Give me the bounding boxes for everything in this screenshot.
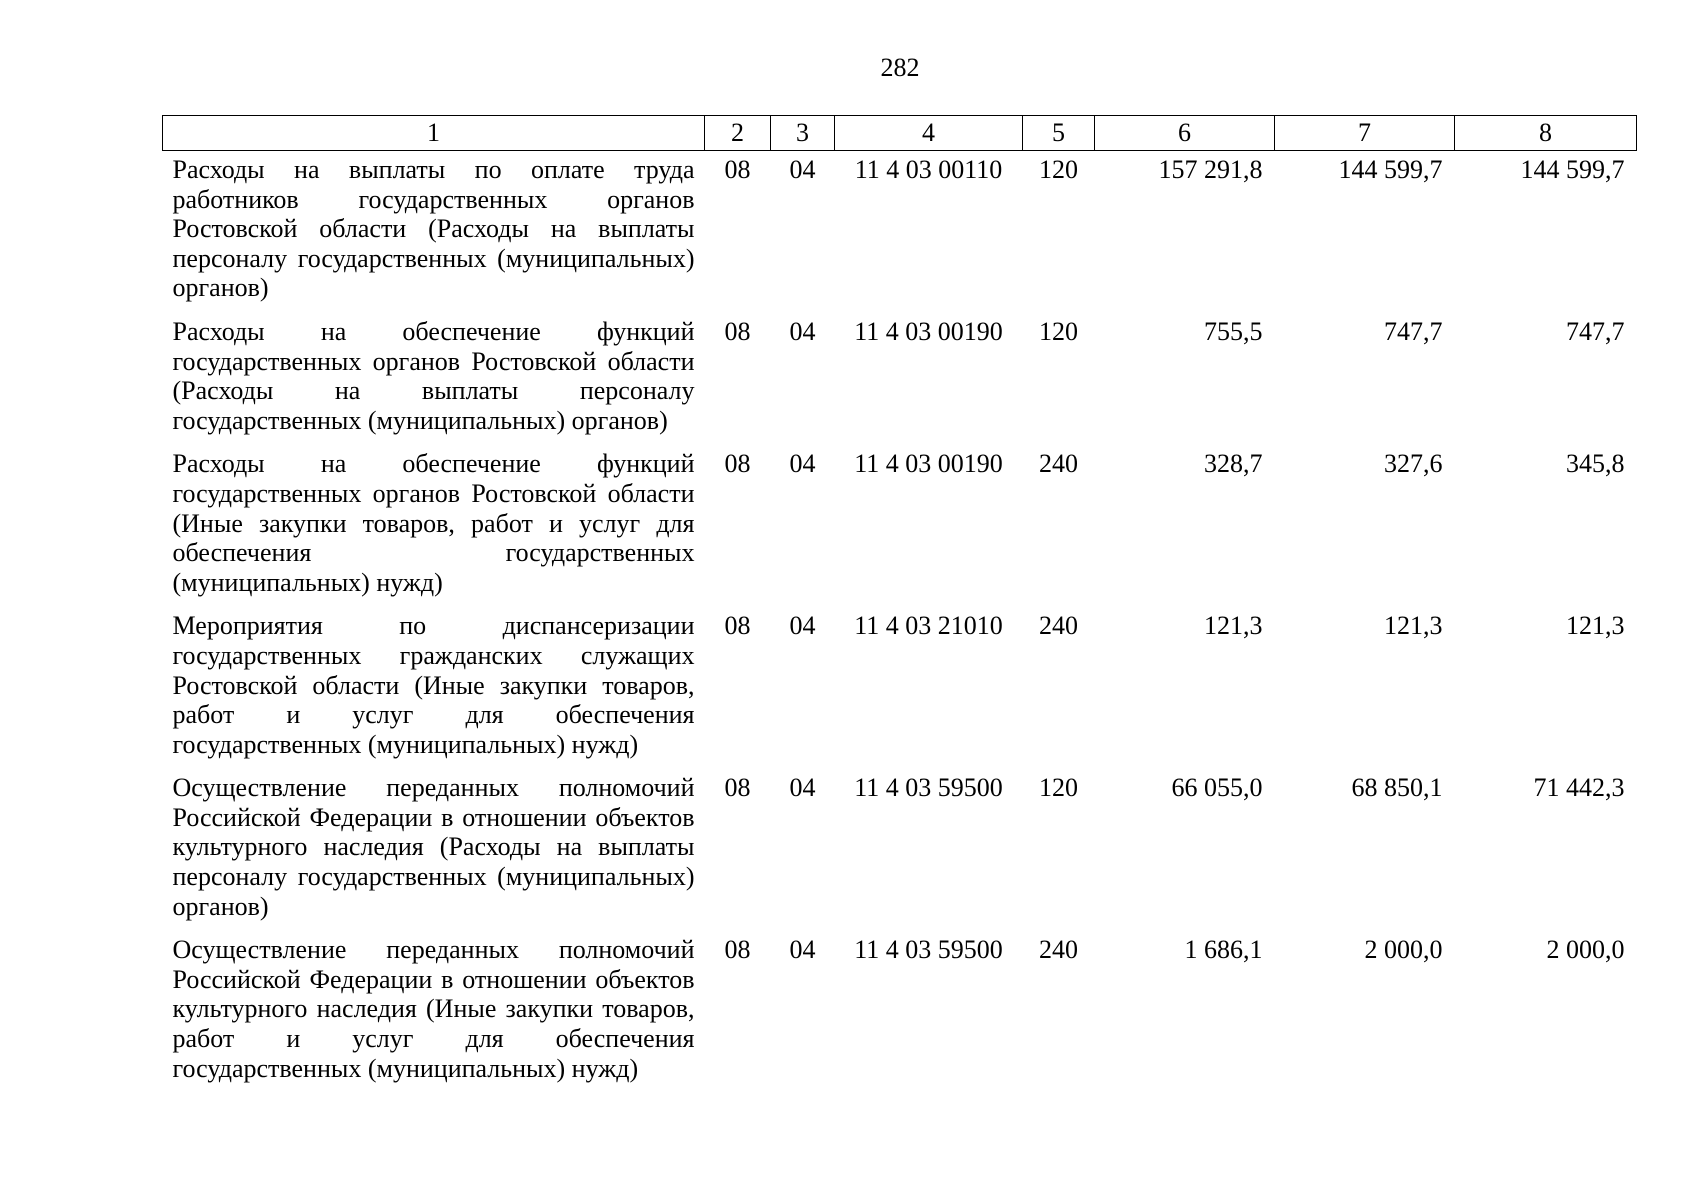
row-description: Осуществление переданных полномочий Российской Федерации в отношении объектов культурного наследия (Расходы на выплаты персоналу государственных (муниципальных) органов): [172, 773, 695, 921]
table-row: [163, 311, 1637, 443]
target-article-code: 11 4 03 21010: [854, 611, 1003, 641]
column-header: 6: [1095, 116, 1275, 151]
target-article-code: 11 4 03 00190: [854, 449, 1003, 479]
amount-col8: 121,3: [1566, 611, 1625, 641]
section-code: 08: [724, 316, 751, 346]
expense-type-code: 240: [1039, 611, 1078, 641]
expense-type-code: 240: [1039, 449, 1078, 479]
section-code: 08: [724, 155, 751, 184]
subsection-code: 04: [789, 155, 816, 184]
expense-type-code: 240: [1039, 935, 1078, 965]
subsection-code: 04: [789, 935, 816, 965]
amount-col6: 66 055,0: [1171, 773, 1263, 803]
row-description: Осуществление переданных полномочий Российской Федерации в отношении объектов культурного наследия (Иные закупки товаров, работ и услуг для обеспечения государственных (муниципальных) нужд): [172, 935, 695, 1083]
table-row: [163, 605, 1637, 767]
target-article-code: 11 4 03 00110: [854, 155, 1003, 184]
column-header: 5: [1023, 116, 1095, 151]
target-article-code: 11 4 03 00190: [854, 316, 1003, 346]
amount-col6: 1 686,1: [1184, 935, 1263, 965]
subsection-code: 04: [789, 611, 816, 641]
amount-col8: 345,8: [1566, 449, 1625, 479]
amount-col7: 144 599,7: [1338, 155, 1443, 184]
amount-col7: 68 850,1: [1351, 773, 1443, 803]
amount-col7: 327,6: [1384, 449, 1443, 479]
row-description: Мероприятия по диспансеризации государственных гражданских служащих Ростовской области (Иные закупки товаров, работ и услуг для обеспечения государственных (муниципальных) нужд): [172, 611, 695, 759]
column-header: 1: [163, 116, 705, 151]
row-description: Расходы на обеспечение функций государственных органов Ростовской области (Расходы на выплаты персоналу государственных (муниципальных) органов): [172, 316, 695, 435]
section-code: 08: [724, 449, 751, 479]
amount-col7: 121,3: [1384, 611, 1443, 641]
page-number: 282: [880, 53, 920, 82]
table-row: [163, 443, 1637, 605]
target-article-code: 11 4 03 59500: [854, 935, 1003, 965]
amount-col7: 747,7: [1384, 316, 1443, 346]
amount-col6: 157 291,8: [1158, 155, 1263, 184]
expense-type-code: 120: [1039, 773, 1078, 803]
section-code: 08: [724, 773, 751, 803]
row-description: Расходы на обеспечение функций государственных органов Ростовской области (Иные закупки товаров, работ и услуг для обеспечения государственных (муниципальных) нужд): [172, 449, 695, 597]
amount-col7: 2 000,0: [1364, 935, 1443, 965]
amount-col8: 144 599,7: [1520, 155, 1625, 184]
table-row: [163, 767, 1637, 929]
subsection-code: 04: [789, 316, 816, 346]
amount-col6: 121,3: [1204, 611, 1263, 641]
amount-col8: 747,7: [1566, 316, 1625, 346]
budget-table: [162, 115, 1637, 1091]
amount-col8: 2 000,0: [1546, 935, 1625, 965]
section-code: 08: [724, 611, 751, 641]
amount-col8: 71 442,3: [1533, 773, 1625, 803]
subsection-code: 04: [789, 449, 816, 479]
subsection-code: 04: [789, 773, 816, 803]
section-code: 08: [724, 935, 751, 965]
table-row: [163, 929, 1637, 1091]
expense-type-code: 120: [1039, 155, 1078, 184]
table-header-row: [163, 116, 1637, 151]
table-row: [163, 151, 1637, 311]
amount-col6: 755,5: [1204, 316, 1263, 346]
column-header: 4: [835, 116, 1023, 151]
row-description: Расходы на выплаты по оплате труда работников государственных органов Ростовской области (Расходы на выплаты персоналу государственных (муниципальных) органов): [172, 155, 695, 303]
column-header: 2: [705, 116, 771, 151]
column-header: 3: [771, 116, 835, 151]
amount-col6: 328,7: [1204, 449, 1263, 479]
column-header: 8: [1455, 116, 1637, 151]
target-article-code: 11 4 03 59500: [854, 773, 1003, 803]
expense-type-code: 120: [1039, 316, 1078, 346]
column-header: 7: [1275, 116, 1455, 151]
